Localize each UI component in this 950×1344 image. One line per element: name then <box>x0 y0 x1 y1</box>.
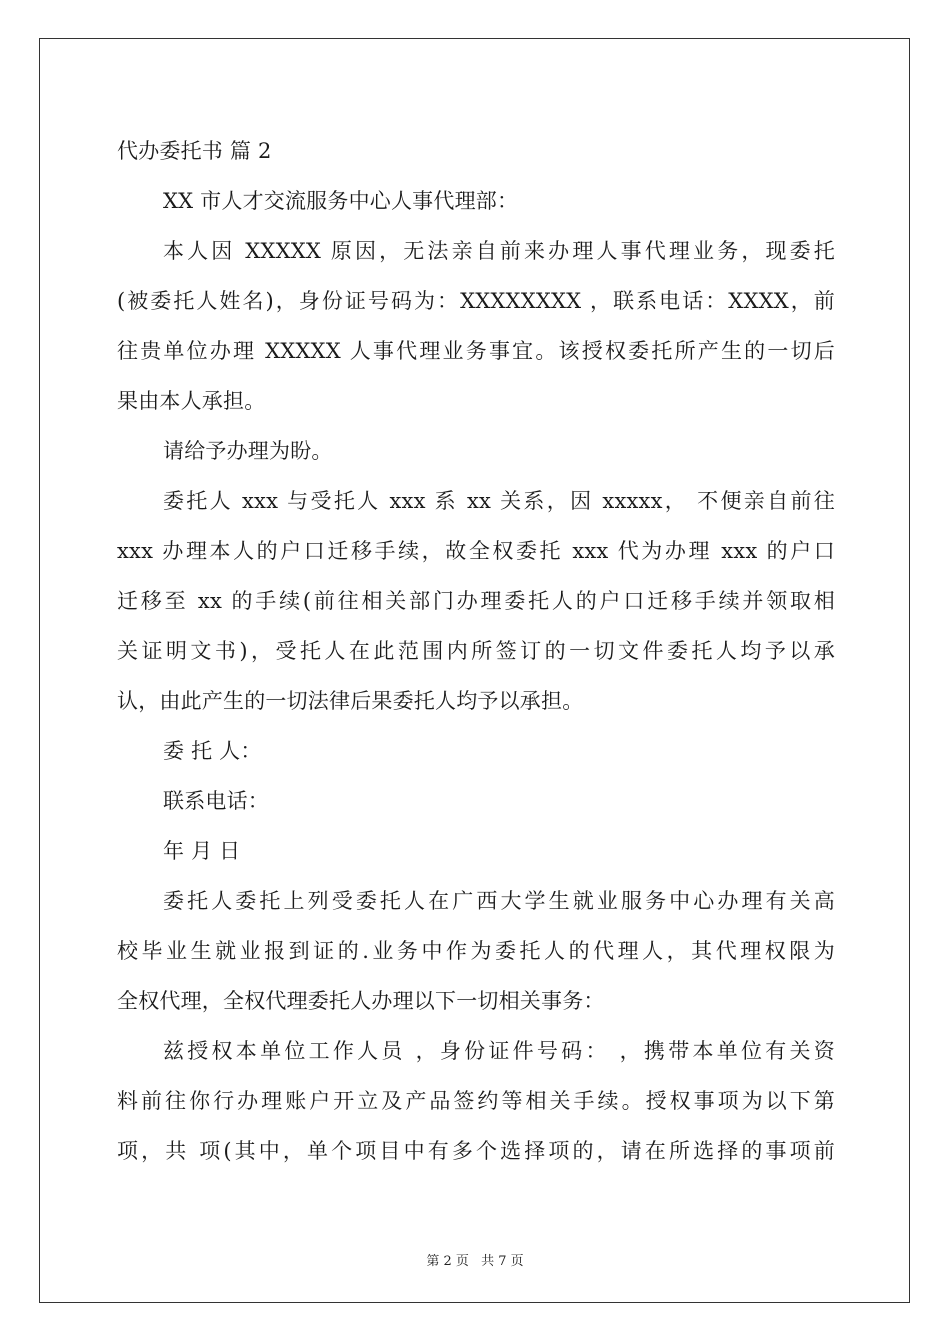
paragraph-line: 迁移至 xx 的手续(前往相关部门办理委托人的户口迁移手续并领取相 <box>117 589 835 613</box>
signature-date-line: 年 月 日 <box>163 839 241 863</box>
paragraph-line: 本人因 XXXXX 原因，无法亲自前来办理人事代理业务，现委托 <box>163 239 835 263</box>
page-footer <box>0 1250 950 1269</box>
paragraph-line: 果由本人承担。 <box>117 389 266 413</box>
paragraph-line: 关证明文书)，受托人在此范围内所签订的一切文件委托人均予以承 <box>117 639 835 663</box>
paragraph-line: 项，共 项(其中，单个项目中有多个选择项的，请在所选择的事项前 <box>117 1139 835 1163</box>
signature-principal-line: 委 托 人： <box>163 739 262 763</box>
addressee-line: XX 市人才交流服务中心人事代理部： <box>163 189 519 213</box>
document-title: 代办委托书 篇 2 <box>117 139 272 163</box>
paragraph-line: (被委托人姓名)，身份证号码为：XXXXXXXX ，联系电话：XXXX，前 <box>117 289 835 313</box>
paragraph-line: 往贵单位办理 XXXXX 人事代理业务事宜。该授权委托所产生的一切后 <box>117 339 835 363</box>
paragraph-line: 认，由此产生的一切法律后果委托人均予以承担。 <box>117 689 584 713</box>
page-number: 第 2 页 <box>426 1254 469 1269</box>
signature-phone-line: 联系电话： <box>163 789 269 813</box>
page-total: 共 7 页 <box>481 1254 524 1269</box>
paragraph-line: 料前往你行办理账户开立及产品签约等相关手续。授权事项为以下第 <box>117 1089 835 1113</box>
paragraph-line: 校毕业生就业报到证的.业务中作为委托人的代理人，其代理权限为 <box>117 939 835 963</box>
paragraph-line: xxx 办理本人的户口迁移手续，故全权委托 xxx 代为办理 xxx 的户口 <box>117 539 835 563</box>
document-body <box>117 126 835 1176</box>
paragraph-line: 兹授权本单位工作人员 ，身份证件号码： ，携带本单位有关资 <box>163 1039 835 1063</box>
paragraph-line: 全权代理，全权代理委托人办理以下一切相关事务： <box>117 989 605 1013</box>
paragraph-line: 委托人 xxx 与受托人 xxx 系 xx 关系，因 xxxxx， 不便亲自前往 <box>163 489 835 513</box>
paragraph-line: 委托人委托上列受委托人在广西大学生就业服务中心办理有关高 <box>163 889 835 913</box>
paragraph-line: 请给予办理为盼。 <box>163 439 333 463</box>
